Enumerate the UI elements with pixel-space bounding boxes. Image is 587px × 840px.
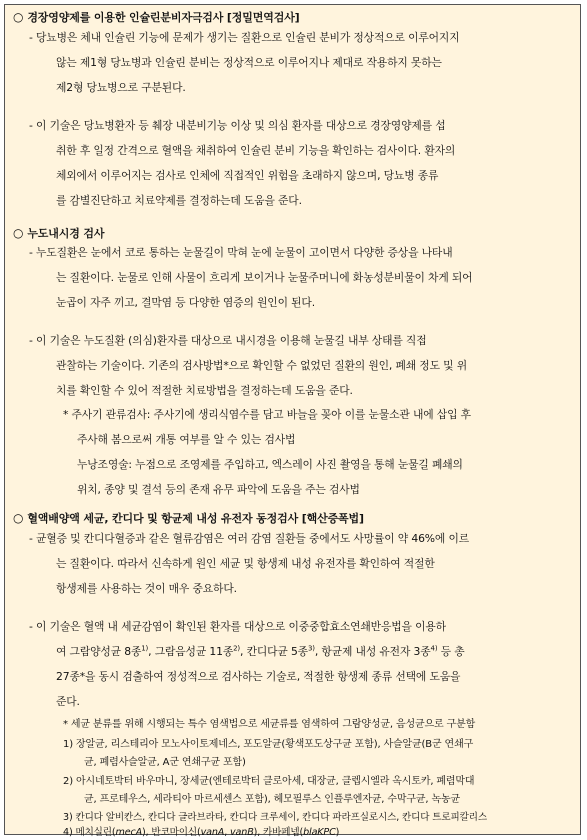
section-title: ○ 혈액배양액 세균, 칸디다 및 항균제 내성 유전자 동정검사 [핵산증폭법]	[13, 511, 364, 525]
footnote-line: 위치, 종양 및 결석 등의 존재 유무 파악에 도움을 주는 검사법	[77, 483, 360, 496]
paragraph-line: 취한 후 일정 간격으로 혈액을 채취하여 인슐린 분비 기능을 확인하는 검사이다. 환자의	[56, 144, 456, 157]
paragraph-line: 관찰하는 기술이다. 기존의 검사방법*으로 확인할 수 없었던 질환의 원인, 폐쇄 정도 및 위	[56, 359, 467, 372]
footnote-line: * 세균 분류를 위해 시행되는 특수 염색법으로 세균류를 염색하여 그람양성균, 음성균으로 구분함	[63, 719, 476, 730]
paragraph-line: - 이 기술은 누도질환 (의심)환자를 대상으로 내시경을 이용해 눈물길 내부 상태를 직접	[29, 334, 427, 347]
paragraph-line: - 이 기술은 혈액 내 세균감염이 확인된 환자를 대상으로 이중중합효소연쇄반응법을 이용하	[29, 620, 446, 633]
circle-bullet-icon: ○	[13, 511, 24, 525]
footnote-line: * 주사기 관류검사: 주사기에 생리식염수를 담고 바늘을 꽂아 이를 눈물소관 내에 삽입 후	[63, 408, 471, 421]
footnote-line: 3) 칸디다 알비칸스, 칸디다 글라브라타, 칸디다 크루세이, 칸디다 파라프실로시스, 칸디다 트로피칼리스	[63, 812, 487, 823]
paragraph-line: 제2형 당뇨병으로 구분된다.	[56, 81, 186, 94]
paragraph-line: 는 질환이다. 따라서 신속하게 원인 세균 및 항생제 내성 유전자를 확인하여 적절한	[56, 557, 435, 570]
circle-bullet-icon: ○	[13, 10, 24, 24]
paragraph-line: 눈곱이 자주 끼고, 결막염 등 다양한 염증의 원인이 된다.	[56, 296, 315, 309]
paragraph-line: - 당뇨병은 체내 인슐린 기능에 문제가 생기는 질환으로 인슐린 분비가 정상적으로 이루어지지	[29, 31, 460, 44]
paragraph-line: 체외에서 이루어지는 검사로 인체에 직접적인 위험을 초래하지 않으며, 당뇨병 종류	[56, 169, 439, 182]
paragraph-line: 항생제를 사용하는 것이 매우 중요하다.	[56, 582, 237, 595]
paragraph-line: 여 그람양성균 8종$^{1)}$, 그람음성균 11종$^{2)}$, 칸디다균 5종$^{3)}$, 항균제 내성 유전자 3종$^{4)}$ 등 총	[56, 644, 465, 658]
footnote-line: 주사해 봄으로써 개통 여부를 알 수 있는 검사법	[77, 433, 296, 446]
paragraph-line: 는 질환이다. 눈물로 인해 사물이 흐리게 보이거나 눈물주머니에 화농성분비물이 차게 되어	[56, 271, 473, 284]
paragraph-line: - 누도질환은 눈에서 코로 통하는 눈물길이 막혀 눈에 눈물이 고이면서 다양한 증상을 나타내	[29, 246, 453, 259]
paragraph-line: - 균혈증 및 칸디다혈증과 같은 혈류감염은 여러 감염 질환들 중에서도 사망률이 약 46%에 이르	[29, 532, 470, 545]
paragraph-line: 27종*을 동시 검출하여 정성적으로 검사하는 기술로, 적절한 항생제 종류 선택에 도움을	[56, 670, 461, 683]
paragraph-line: 치를 확인할 수 있어 적절한 치료방법을 결정하는데 도움을 준다.	[56, 384, 353, 397]
circle-bullet-icon: ○	[13, 226, 24, 240]
footnote-line: 누낭조영술: 누점으로 조영제를 주입하고, 엑스레이 사진 촬영을 통해 눈물길 폐쇄의	[77, 458, 463, 471]
footnote-line: 2) 아시네토박터 바우마니, 장세균(엔테로박터 클로아세, 대장균, 클렙시엘라 옥시토카, 폐렴막대	[63, 776, 475, 787]
footnote-line: 4) 메치실린(mecA), 반코마이신(vanA, vanB), 카바페넴(blaKPC)	[63, 827, 340, 838]
section-title: ○ 경장영양제를 이용한 인슐린분비자극검사 [정밀면역검사]	[13, 10, 300, 24]
document-box	[4, 4, 581, 838]
paragraph-line: 준다.	[56, 695, 80, 708]
paragraph-line: 를 감별진단하고 치료약제를 결정하는데 도움을 준다.	[56, 194, 302, 207]
paragraph-line: 않는 제1형 당뇨병과 인슐린 분비는 정상적으로 이루어지나 제대로 작용하지 못하는	[56, 56, 442, 69]
footnote-line: 1) 장알균, 리스테리아 모노사이토제네스, 포도알균(황색포도상구균 포함), 사슬알균(B군 연쇄구	[63, 739, 474, 750]
paragraph-line: - 이 기술은 당뇨병환자 등 췌장 내분비기능 이상 및 의심 환자를 대상으로 경장영양제를 섭	[29, 119, 446, 132]
section-title: ○ 누도내시경 검사	[13, 226, 105, 240]
footnote-line: 균, 프로테우스, 세라티아 마르세센스 포함), 헤모필루스 인플루엔자균, 수막구균, 녹농균	[84, 794, 460, 805]
footnote-line: 균, 폐렴사슬알균, A군 연쇄구균 포함)	[84, 757, 246, 768]
